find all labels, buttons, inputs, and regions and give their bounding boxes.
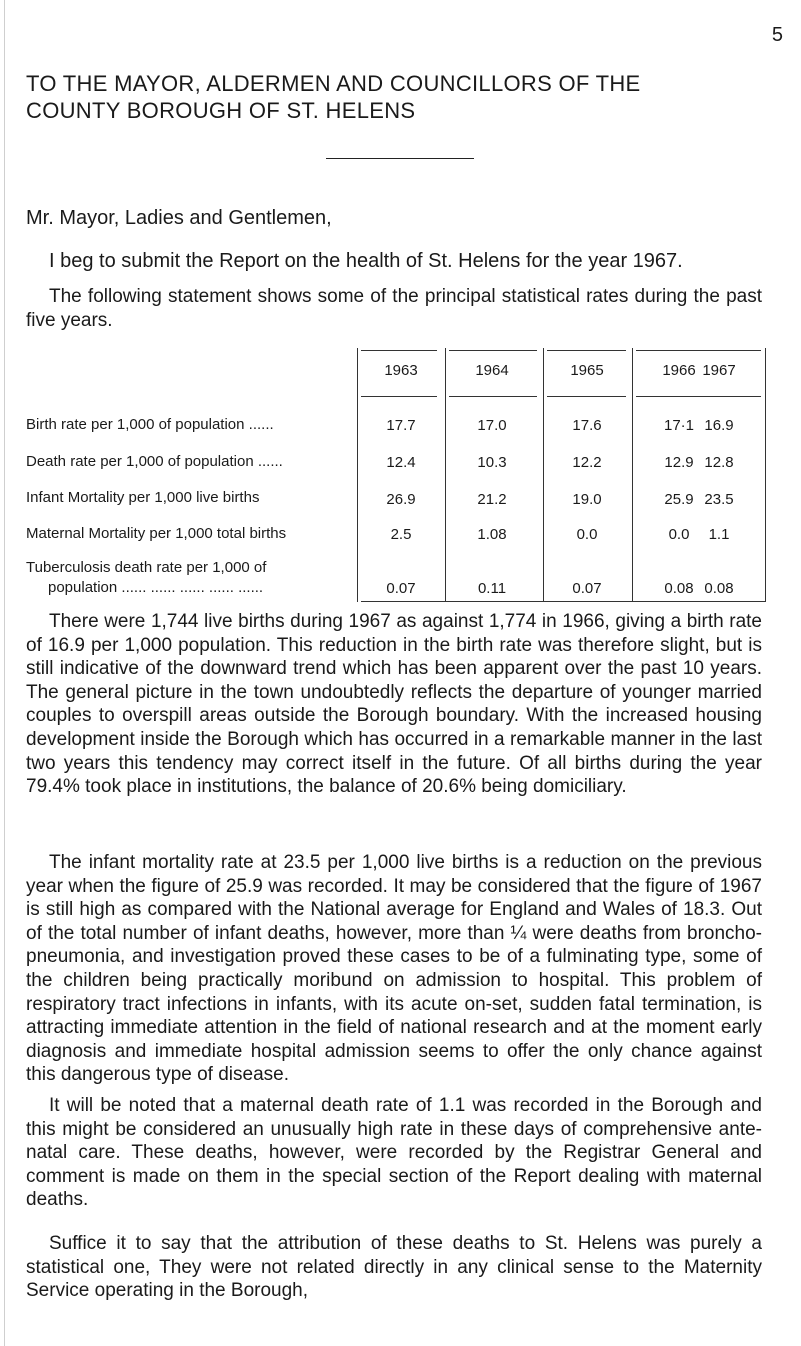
statement-paragraph: The following statement shows some of the principal statistical rates during the past five years. [26, 286, 762, 331]
table-cell: 12.8 [704, 454, 734, 471]
table-header-rule [449, 350, 537, 351]
statistics-table [26, 346, 766, 604]
table-header-rule [679, 350, 761, 351]
table-column-line [632, 348, 633, 602]
row-label-line: population ...... ...... ...... ...... ...... [48, 579, 264, 596]
table-cell: 17.6 [572, 417, 602, 434]
table-header-rule [547, 396, 626, 397]
table-cell: 19.0 [572, 491, 602, 508]
table-header-year: 1966 [662, 362, 696, 379]
row-label-birth-rate: Birth rate per 1,000 of population ...... [26, 416, 274, 433]
table-header-rule [679, 396, 761, 397]
report-heading [26, 70, 766, 124]
table-header-year: 1967 [702, 362, 736, 379]
table-cell: 0.07 [386, 580, 416, 597]
table-header-year: 1963 [384, 362, 418, 379]
row-label-infant-mortality: Infant Mortality per 1,000 live births [26, 489, 260, 506]
table-column-line [765, 348, 766, 602]
table-cell: 16.9 [704, 417, 734, 434]
table-cell: 1.08 [477, 526, 507, 543]
table-cell: 23.5 [704, 491, 734, 508]
table-header-rule [449, 396, 537, 397]
births-paragraph: There were 1,744 live births during 1967 as against 1,774 in 1966, giving a birth rate of 16.9 per 1,000 population. This reduction in the birth rate was therefore slight, but is still indicative of the downward trend which has been apparent over the past 10 years. The general picture in the town undoubtedly reflects the departure of younger married couples to overspill areas outside the Borough boundary. With the increased housing development inside the Borough which has occurred in a remarkable manner in the last two years this tendency may correct itself in the future. Of all births during the year 79.4% took place in institutions, the balance of 20.6% being domiciliary. [26, 611, 762, 798]
attribution-paragraph: Suffice it to say that the attribution of these deaths to St. Helens was purely a statistical one, They were not related directly in any clinical sense to the Maternity Service operating in the Borough, [26, 1233, 762, 1302]
table-cell: 0.0 [668, 526, 690, 543]
heading-divider [326, 158, 474, 159]
table-cell: 17.0 [477, 417, 507, 434]
binding-edge [4, 0, 5, 1346]
table-cell: 12.4 [386, 454, 416, 471]
table-cell: 26.9 [386, 491, 416, 508]
table-cell: 21.2 [477, 491, 507, 508]
table-cell: 10.3 [477, 454, 507, 471]
table-cell: 25.9 [664, 491, 694, 508]
row-label-line: Tuberculosis death rate per 1,000 of [26, 559, 267, 576]
table-header-rule [361, 396, 437, 397]
row-label-tuberculosis [26, 558, 356, 598]
heading-line-2: COUNTY BOROUGH OF ST. HELENS [26, 98, 416, 123]
intro-sentence: I beg to submit the Report on the health of St. Helens for the year 1967. [49, 250, 683, 272]
table-cell: 17.7 [386, 417, 416, 434]
table-cell: 12.2 [572, 454, 602, 471]
row-label-death-rate: Death rate per 1,000 of population ...... [26, 453, 283, 470]
table-column-line [445, 348, 446, 602]
table-header-year: 1965 [570, 362, 604, 379]
maternal-paragraph: It will be noted that a maternal death rate of 1.1 was recorded in the Borough and this might be considered an unusually high rate in these days of comprehensive ante-natal care. These deaths, however, were recorded by the Registrar General and comment is made on them in the special section of the Report dealing with maternal deaths. [26, 1095, 762, 1211]
table-bottom-rule [361, 601, 765, 602]
table-cell: 0.0 [576, 526, 598, 543]
table-column-line [543, 348, 544, 602]
table-cell: 12.9 [664, 454, 694, 471]
table-column-line [357, 348, 358, 602]
page-number: 5 [771, 24, 783, 46]
table-cell: 0.11 [477, 580, 507, 597]
salutation: Mr. Mayor, Ladies and Gentlemen, [26, 207, 332, 229]
table-cell: 1.1 [708, 526, 730, 543]
table-header-rule [361, 350, 437, 351]
table-header-rule [547, 350, 626, 351]
heading-line-1: TO THE MAYOR, ALDERMEN AND COUNCILLORS OF THE [26, 71, 641, 96]
row-label-maternal-mortality: Maternal Mortality per 1,000 total births [26, 525, 287, 542]
table-header-year: 1964 [475, 362, 509, 379]
infant-mortality-paragraph: The infant mortality rate at 23.5 per 1,000 live births is a reduction on the previous year when the figure of 25.9 was recorded. It may be considered that the figure of 1967 is still high as compared with the National average for England and Wales of 18.3. Out of the total number of infant deaths, however, more than ¼ were deaths from broncho-pneumonia, and investigation proved these cases to be of a fulminating type, some of the children being practically moribund on admission to hospital. This problem of respiratory tract infections in infants, with its acute on-set, sudden fatal termination, is attracting immediate attention in the field of national research and at the moment early diagnosis and immediate hospital admission seems to offer the only chance against this dangerous type of disease. [26, 852, 762, 1086]
table-cell: 2.5 [390, 526, 412, 543]
table-cell: 0.07 [572, 580, 602, 597]
table-cell: 0.08 [704, 580, 734, 597]
table-cell: 0.08 [664, 580, 694, 597]
table-cell: 17·1 [663, 417, 695, 434]
